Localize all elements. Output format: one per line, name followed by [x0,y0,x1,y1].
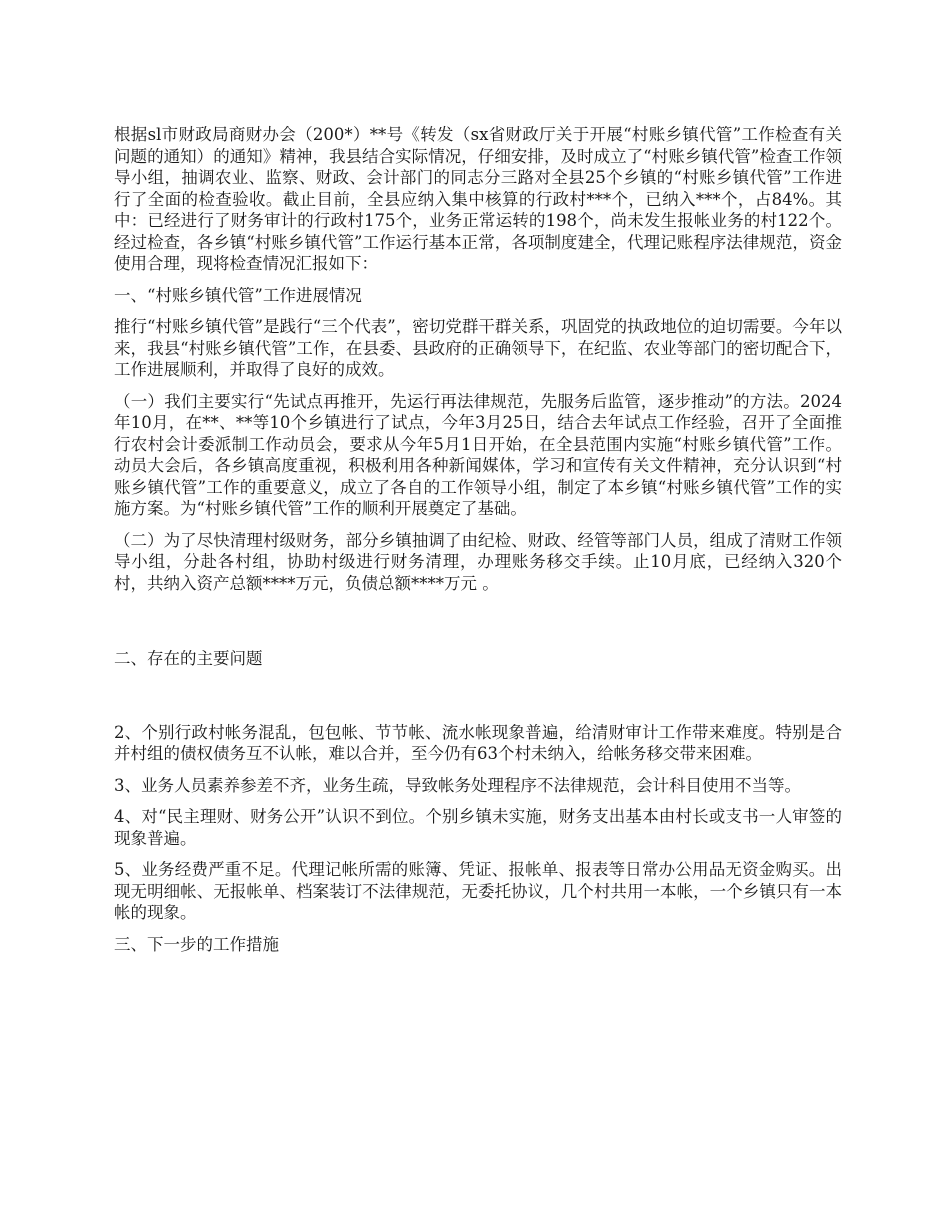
section-heading-progress: 一、“村账乡镇代管”工作进展情况 [114,285,362,305]
problem-item-2: 2、个别行政村帐务混乱，包包帐、节节帐、流水帐现象普遍，给清财审计工作带来难度。特别是合并村组的债权债务互不认帐，难以合并，至今仍有63个村未纳入，给帐务移交带来困难。 [114,722,842,763]
blank-space [114,680,842,722]
problem-item-4: 4、对“民主理财、财务公开”认识不到位。个别乡镇未实施，财务支出基本由村长或支书一人审签的现象普遍。 [114,807,842,848]
section-heading-problems: 二、存在的主要问题 [114,649,263,668]
problem-item-3: 3、业务人员素养参差不齐，业务生疏，导致帐务处理程序不法律规范，会计科目使用不当等。 [114,775,801,795]
document-body [114,124,842,965]
progress-item-1: （一）我们主要实行“先试点再推开，先运行再法律规范，先服务后监管，逐步推动”的方法。2024年10月，在**、**等10个乡镇进行了试点，今年3月25日，结合去年试点工作经验，召开了全面推行农村会计委派制工作动员会，要求从今年5月1日开始，在全县范围内实施“村账乡镇代管”工作。动员大会后，各乡镇高度重视，积极利用各种新闻媒体，学习和宣传有关文件精神，充分认识到“村账乡镇代管”工作的重要意义，成立了各自的工作领导小组，制定了本乡镇“村账乡镇代管”工作的实施方案。为“村账乡镇代管”工作的顺利开展奠定了基础。 [114,391,842,518]
progress-item-2: （二）为了尽快清理村级财务，部分乡镇抽调了由纪检、财政、经管等部门人员，组成了清财工作领导小组，分赴各村组，协助村级进行财务清理，办理账务移交手续。止10月底，已经纳入320个村，共纳入资产总额****万元，负债总额****万元 。 [114,530,842,593]
problem-item-5: 5、业务经费严重不足。代理记帐所需的账簿、凭证、报帐单、报表等日常办公用品无资金购买。出现无明细帐、无报帐单、档案装订不法律规范，无委托协议，几个村共用一本帐，一个乡镇只有一本帐的现象。 [114,860,842,922]
progress-paragraph: 推行“村账乡镇代管”是践行“三个代表”，密切党群干群关系，巩固党的执政地位的迫切需要。今年以来，我县“村账乡镇代管”工作，在县委、县政府的正确领导下，在纪监、农业等部门的密切配合下，工作进展顺利，并取得了良好的成效。 [114,317,842,379]
intro-paragraph: 根据sl市财政局商财办会（200*）**号《转发（sx省财政厅关于开展“村账乡镇代管”工作检查有关问题的通知）的通知》精神，我县结合实际情况，仔细安排，及时成立了“村账乡镇代管”检查工作领导小组，抽调农业、监察、财政、会计部门的同志分三路对全县25个乡镇的“村账乡镇代管”工作进行了全面的检查验收。截止目前，全县应纳入集中核算的行政村***个，已纳入***个，占84%。其中：已经进行了财务审计的行政村175个，业务正常运转的198个，尚未发生报帐业务的村122个。经过检查，各乡镇“村账乡镇代管”工作运行基本正常，各项制度建全，代理记账程序法律规范，资金使用合理，现将检查情况汇报如下： [114,125,842,273]
section-heading-next-steps: 三、下一步的工作措施 [114,934,279,954]
blank-space [114,604,842,648]
